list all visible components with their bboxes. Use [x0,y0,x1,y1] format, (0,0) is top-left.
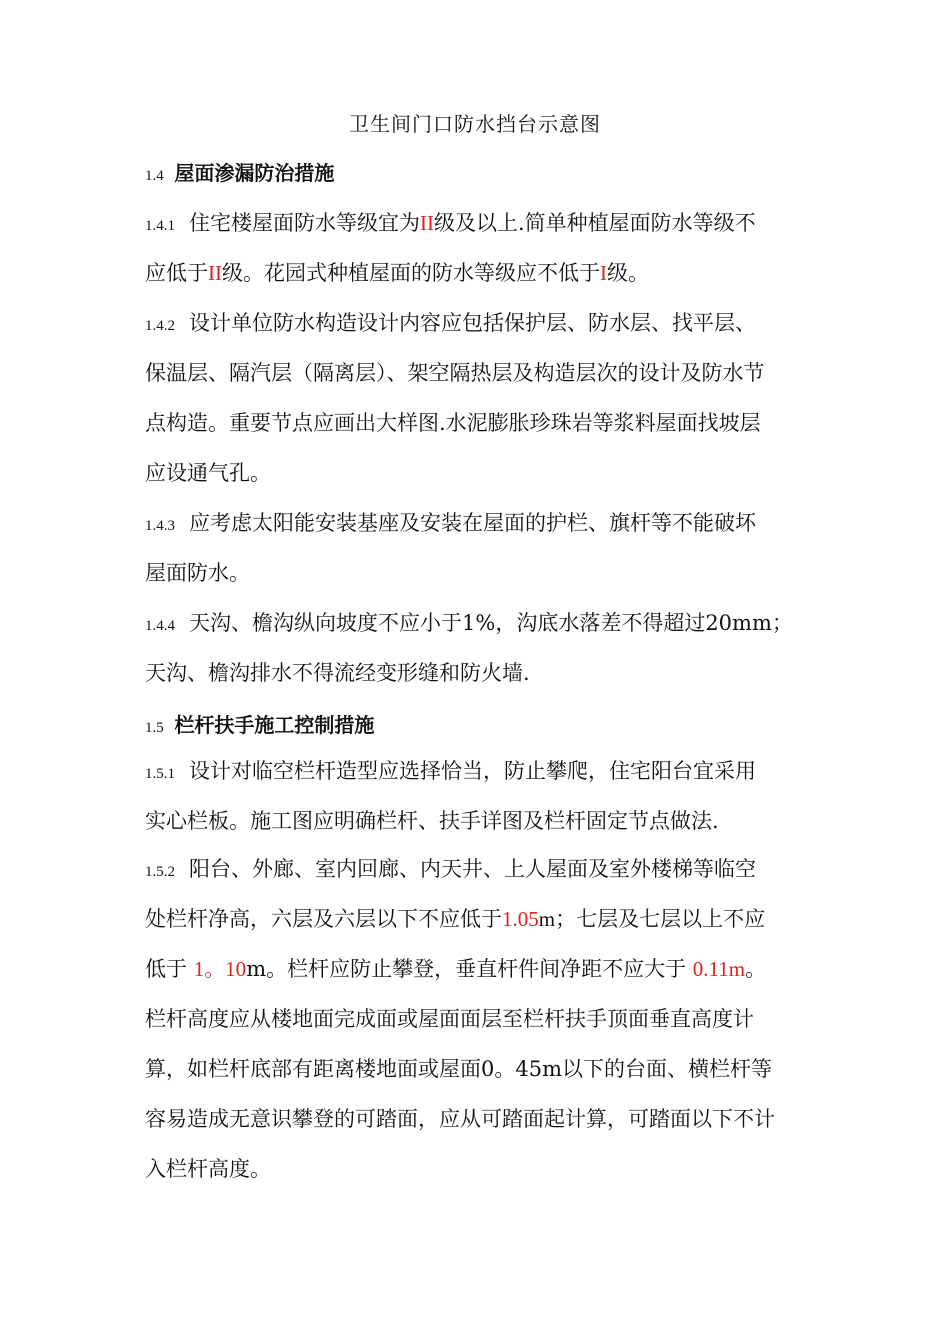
text: 容易造成无意识攀登的可踏面，应从可踏面起计算，可踏面以下不计 [145,1107,775,1131]
text: 设计对临空栏杆造型应选择恰当，防止攀爬，住宅阳台宜采用 [189,759,756,783]
paragraph-1-4-1 [145,198,825,298]
text: 应设通气孔。 [145,461,271,485]
item-number: 1.5.2 [145,864,175,880]
item-number: 1.4.1 [145,218,175,234]
text: 设计单位防水构造设计内容应包括保护层、防水层、找平层、 [189,311,756,335]
highlight-height: 1.05 [502,907,539,931]
text: 阳台、外廊、室内回廊、内天井、上人屋面及室外楼梯等临空 [189,857,756,881]
text: 保温层、隔汽层（隔离层）、架空隔热层及构造层次的设计及防水节 [145,361,765,385]
highlight-spacing: 0.11m [692,957,746,981]
text: m。栏杆应防止攀登，垂直杆件间净距不应大于 [246,957,687,981]
section-title: 屋面渗漏防治措施 [174,161,335,185]
paragraph-1-4-2 [145,298,825,498]
text: 级。 [607,261,649,285]
text: 级及以上.简单种植屋面防水等级不 [434,211,756,235]
figure-caption: 卫生间门口防水挡台示意图 [349,112,601,136]
text: 屋面防水。 [145,561,250,585]
item-number: 1.4.2 [145,318,175,334]
highlight-height: 1。10 [193,957,247,981]
paragraph-1-4-3 [145,498,825,598]
section-heading-1-5 [145,700,825,750]
item-number: 1.4.3 [145,518,175,534]
section-number: 1.5 [145,720,164,736]
text: 天沟、檐沟排水不得流经变形缝和防火墙. [145,661,530,685]
text: 应低于 [145,261,208,285]
paragraph-1-5-2 [145,844,825,1194]
section-title: 栏杆扶手施工控制措施 [174,713,375,737]
text: 算，如栏杆底部有距离楼地面或屋面0。45m以下的台面、横栏杆等 [145,1057,772,1081]
text: 入栏杆高度。 [145,1157,271,1181]
section-number: 1.4 [145,168,164,184]
text: 栏杆高度应从楼地面完成面或屋面面层至栏杆扶手顶面垂直高度计 [145,1007,754,1031]
text: 住宅楼屋面防水等级宜为 [189,211,420,235]
highlight-grade: I [600,261,607,285]
paragraph-1-4-4 [145,598,825,698]
text: 级。花园式种植屋面的防水等级应不低于 [222,261,600,285]
item-number: 1.4.4 [145,618,175,634]
text: 应考虑太阳能安装基座及安装在屋面的护栏、旗杆等不能破坏 [189,511,756,535]
text: 处栏杆净高，六层及六层以下不应低于 [145,907,502,931]
highlight-grade: II [420,211,434,235]
text: 低于 [145,957,187,981]
item-number: 1.5.1 [145,766,175,782]
text: m；七层及七层以上不应 [538,907,766,931]
paragraph-1-5-1 [145,746,825,846]
text: 。 [745,957,767,981]
text: 点构造。重要节点应画出大样图.水泥膨胀珍珠岩等浆料屋面找坡层 [145,411,761,435]
section-heading-1-4 [145,148,825,198]
text: 天沟、檐沟纵向坡度不应小于1%，沟底水落差不得超过20mm； [189,611,793,635]
text: 实心栏板。施工图应明确栏杆、扶手详图及栏杆固定节点做法. [145,809,719,833]
highlight-grade: II [208,261,222,285]
